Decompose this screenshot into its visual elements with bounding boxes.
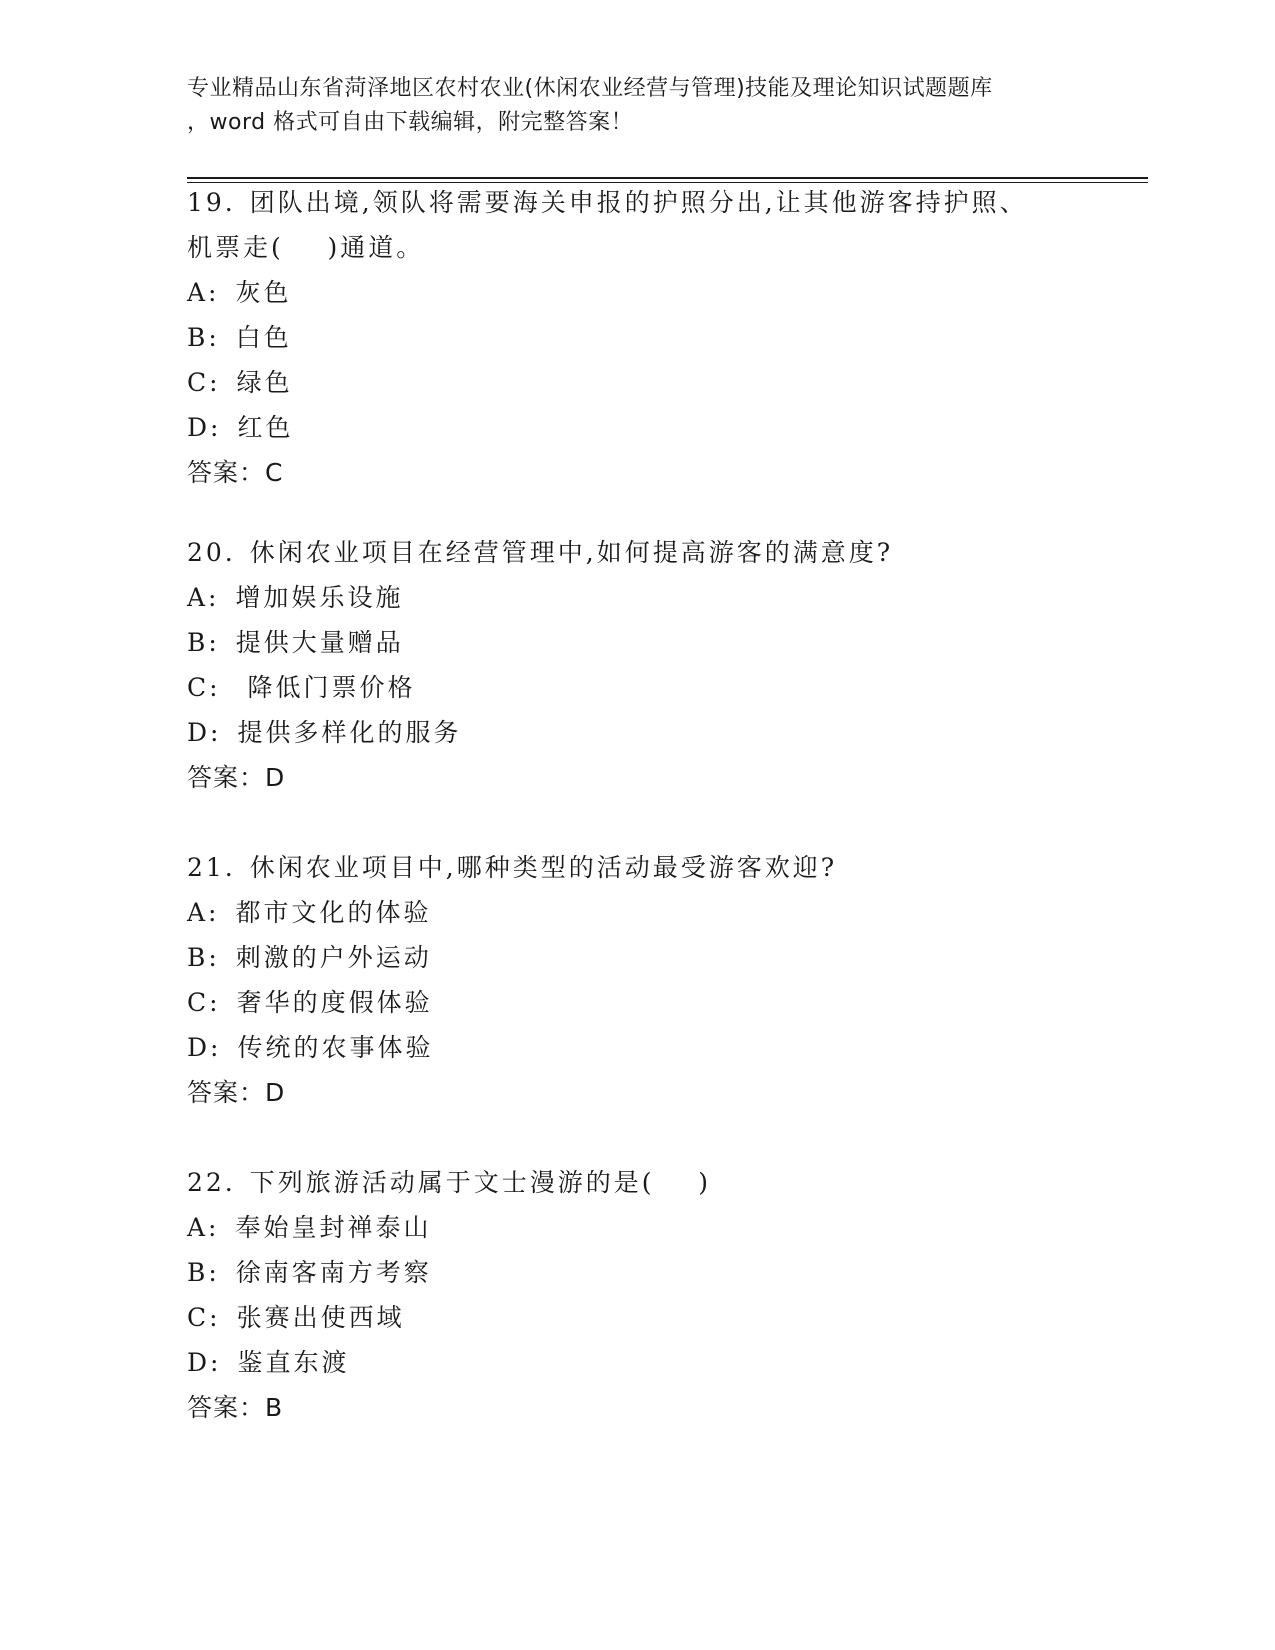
question-22 [187,1160,1087,1430]
option-a: A: 都市文化的体验 [187,898,432,927]
document-header [187,72,1147,140]
option-c: C: 绿色 [187,368,293,397]
option-d: D: 鉴直东渡 [187,1348,350,1377]
question-text: 19. 团队出境,领队将需要海关申报的护照分出,让其他游客持护照、 [187,188,1028,217]
answer-line: 答案：D [187,1078,286,1107]
answer-line: 答案：B [187,1393,284,1422]
option-b: B: 提供大量赠品 [187,628,404,657]
question-19 [187,180,1087,495]
option-a: A: 灰色 [187,278,292,307]
question-number: 20. [187,538,236,567]
question-number: 19. [187,188,236,217]
answer-line: 答案：D [187,763,286,792]
option-a: A: 增加娱乐设施 [187,583,404,612]
option-d: D: 红色 [187,413,294,442]
option-b: B: 白色 [187,323,292,352]
option-b: B: 刺激的户外运动 [187,943,432,972]
option-c: C: 奢华的度假体验 [187,988,433,1017]
option-c: C: 张赛出使西域 [187,1303,405,1332]
question-text: 20. 休闲农业项目在经营管理中,如何提高游客的满意度? [187,538,894,567]
question-20 [187,530,1087,800]
question-number: 21. [187,853,236,882]
question-text: 22. 下列旅游活动属于文士漫游的是( ) [187,1168,712,1197]
option-d: D: 传统的农事体验 [187,1033,434,1062]
option-d: D: 提供多样化的服务 [187,718,462,747]
option-a: A: 奉始皇封禅泰山 [187,1213,432,1242]
question-text: 21. 休闲农业项目中,哪种类型的活动最受游客欢迎? [187,853,838,882]
header-subtitle-line: ，word 格式可自由下载编辑，附完整答案！ [187,110,634,135]
question-21 [187,845,1087,1115]
header-title-line: 专业精品山东省菏泽地区农村农业(休闲农业经营与管理)技能及理论知识试题题库 [187,76,993,101]
answer-line: 答案：C [187,458,284,487]
option-c: C: 降低门票价格 [187,673,416,702]
option-b: B: 徐南客南方考察 [187,1258,432,1287]
question-number: 22. [187,1168,236,1197]
question-text-continued: 机票走( )通道。 [187,233,425,262]
